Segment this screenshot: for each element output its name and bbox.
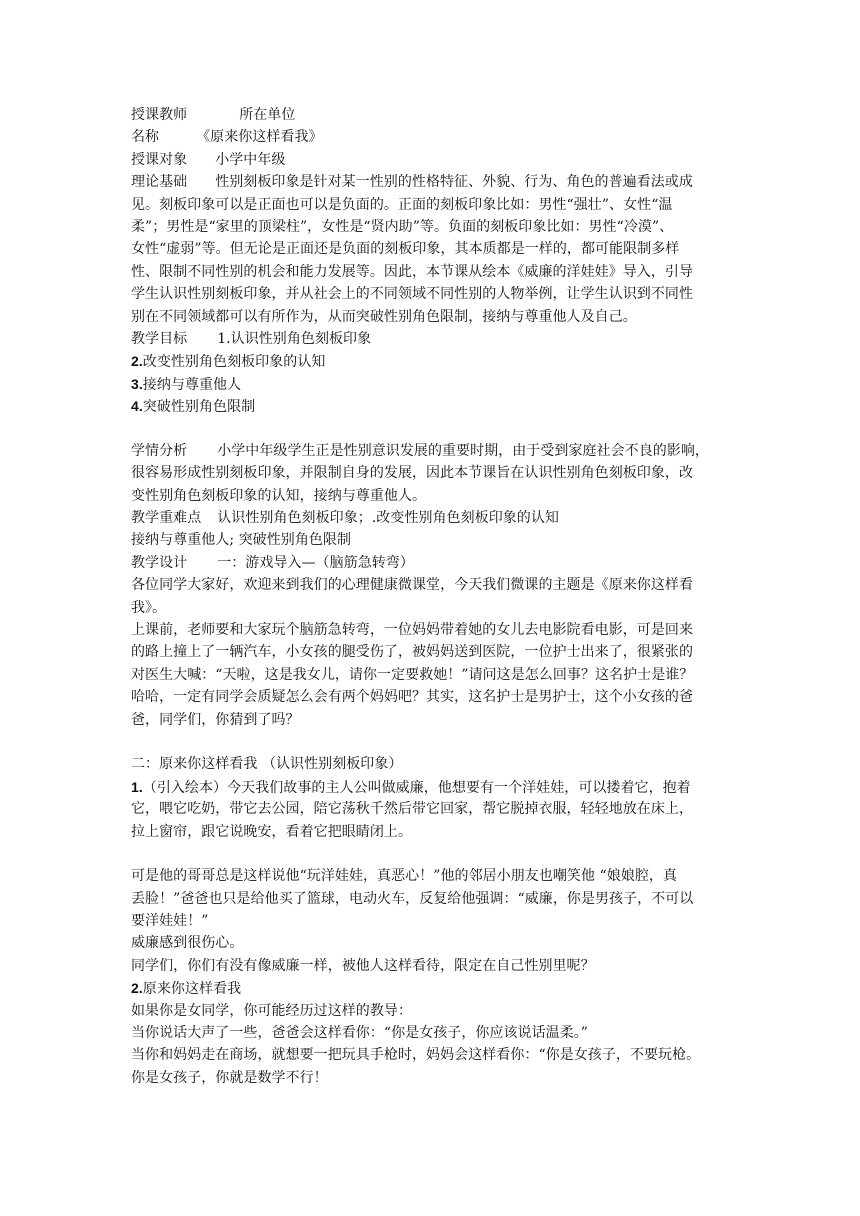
design-row <box>131 552 731 574</box>
key-points-line: 认识性别角色刻板印象；.改变性别角色刻板印象的认知 <box>217 510 559 527</box>
section1-line <box>131 776 731 798</box>
paragraph-line: 可是他的哥哥总是这样说他“玩洋娃娃，真恶心！”他的邻居小朋友也嘲笑他 “娘娘腔，真 <box>131 868 677 885</box>
paragraph-line: 我》。 <box>131 599 167 616</box>
name-value: 《原来你这样看我》 <box>196 129 323 146</box>
design-label: 教学设计 <box>131 554 188 571</box>
blank-line <box>131 843 731 865</box>
theory-row <box>131 171 731 193</box>
unit-label: 所在单位 <box>239 107 296 123</box>
paragraph-line: 哈哈，一定有同学会质疑怎么会有两个妈妈吧？其实，这名护士是男护士，这个小女孩的爸 <box>131 689 693 706</box>
paragraph-line: 它，喂它吃奶，带它去公园，陪它荡秋千然后带它回家，帮它脱掉衣服，轻轻地放在床上， <box>131 801 693 818</box>
paragraph-line: 要洋娃娃！” <box>131 913 209 930</box>
analysis-line: 变性别角色刻板印象的认知，接纳与尊重他人。 <box>131 487 427 504</box>
paragraph-line: 的路上撞上了一辆汽车，小女孩的腿受伤了，被妈妈送到医院，一位护士出来了，很紧张的 <box>131 644 693 661</box>
theory-line: 学生认识性别刻板印象，并从社会上的不同领域不同性别的人物举例，让学生认识到不同性 <box>131 286 693 303</box>
goal-item <box>131 373 731 395</box>
theory-line: 见。刻板印象可以是正面也可以是负面的。正面的刻板印象比如：男性“强壮”、女性“温 <box>131 196 673 213</box>
section-number: 2. <box>131 980 143 997</box>
teacher-row <box>131 104 731 126</box>
paragraph-line: 各位同学大家好，欢迎来到我们的心理健康微课堂，今天我们微课的主题是《原来你这样看 <box>131 577 693 594</box>
paragraph-line: 同学们，你们有没有像威廉一样，被他人这样看待，限定在自己性别里呢？ <box>131 957 595 974</box>
goal-number: 3. <box>131 375 143 392</box>
goals-label: 教学目标 <box>131 330 188 347</box>
goal-item: 1.认识性别角色刻板印象 <box>217 330 372 347</box>
document-page <box>131 104 731 1089</box>
paragraph-line: 拉上窗帘，跟它说晚安，看着它把眼睛闭上。 <box>131 823 412 840</box>
goal-text: 改变性别角色刻板印象的认知 <box>142 354 326 371</box>
analysis-row <box>131 440 731 462</box>
goal-number: 4. <box>131 398 143 415</box>
paragraph-line: 爸，同学们，你猜到了吗？ <box>131 711 300 728</box>
audience-label: 授课对象 <box>131 151 188 168</box>
paragraph-line: 你是女孩子，你就是数学不行！ <box>131 1069 328 1086</box>
goals-row <box>131 328 731 350</box>
paragraph-line: 丢脸！”爸爸也只是给他买了篮球，电动火车，反复给他强调：“威廉，你是男孩子，不可以 <box>131 890 694 907</box>
key-points-line: 接纳与尊重他人; 突破性别角色限制 <box>131 532 352 549</box>
paragraph-line: 上课前，老师要和大家玩个脑筋急转弯，一位妈妈带着她的女儿去电影院看电影，可是回来 <box>131 621 693 638</box>
goal-text: 接纳与尊重他人 <box>142 376 242 393</box>
blank-line <box>131 417 731 439</box>
analysis-line: 小学中年级学生正是性别意识发展的重要时期，由于受到家庭社会不良的影响， <box>217 442 709 459</box>
blank-line <box>131 731 731 753</box>
section-text: （引入绘本）今天我们故事的主人公叫做威廉，他想要有一个洋娃娃，可以搂着它，抱着 <box>142 779 691 796</box>
goal-number: 2. <box>131 353 143 370</box>
audience-value: 小学中年级 <box>215 151 286 168</box>
name-label: 名称 <box>131 129 160 146</box>
key-points-label: 教学重难点 <box>131 510 202 527</box>
audience-row <box>131 149 731 171</box>
theory-line: 柔”；男性是“家里的顶梁柱”，女性是“贤内助”等。负面的刻板印象比如：男性“冷漠”、 <box>131 218 674 235</box>
paragraph-line: 威廉感到很伤心。 <box>131 935 244 952</box>
part2-title: 二：原来你这样看我 （认识性别刻板印象） <box>131 756 403 773</box>
theory-label: 理论基础 <box>131 174 188 191</box>
paragraph-line: 当你和妈妈走在商场，就想要一把玩具手枪时，妈妈会这样看你：“你是女孩子，不要玩枪。 <box>131 1047 701 1064</box>
paragraph-line: 如果你是女同学，你可能经历过这样的教导： <box>131 1002 412 1019</box>
goal-item <box>131 350 731 372</box>
key-points-row <box>131 507 731 529</box>
theory-line: 性、限制不同性别的机会和能力发展等。因此，本节课从绘本《威廉的洋娃娃》导入，引导 <box>131 263 693 280</box>
theory-line: 女性“虚弱”等。但无论是正面还是负面的刻板印象，其本质都是一样的，都可能限制多样 <box>131 241 680 258</box>
section-number: 1. <box>131 778 143 795</box>
goal-text: 突破性别角色限制 <box>142 399 256 416</box>
paragraph-line: 当你说话大声了一些，爸爸会这样看你：“你是女孩子，你应该说话温柔。” <box>131 1025 589 1042</box>
theory-line: 别在不同领域都可以有所作为，从而突破性别角色限制，接纳与尊重他人及自己。 <box>131 308 637 325</box>
goal-item <box>131 395 731 417</box>
part1-title: 一：游戏导入—（脑筋急转弯） <box>217 554 414 571</box>
analysis-label: 学情分析 <box>131 442 188 459</box>
theory-line: 性别刻板印象是针对某一性别的性格特征、外貌、行为、角色的普遍看法或成 <box>215 174 693 191</box>
paragraph-line: 对医生大喊：“天啦，这是我女儿，请你一定要救她！”请问这是怎么回事？这名护士是谁？ <box>131 666 694 683</box>
section-text: 原来你这样看我 <box>142 981 242 998</box>
teacher-label: 授课教师 <box>131 107 188 123</box>
analysis-line: 很容易形成性别刻板印象，并限制自身的发展，因此本节课旨在认识性别角色刻板印象，改 <box>131 465 693 482</box>
name-row <box>131 126 731 148</box>
section2-title <box>131 977 731 999</box>
